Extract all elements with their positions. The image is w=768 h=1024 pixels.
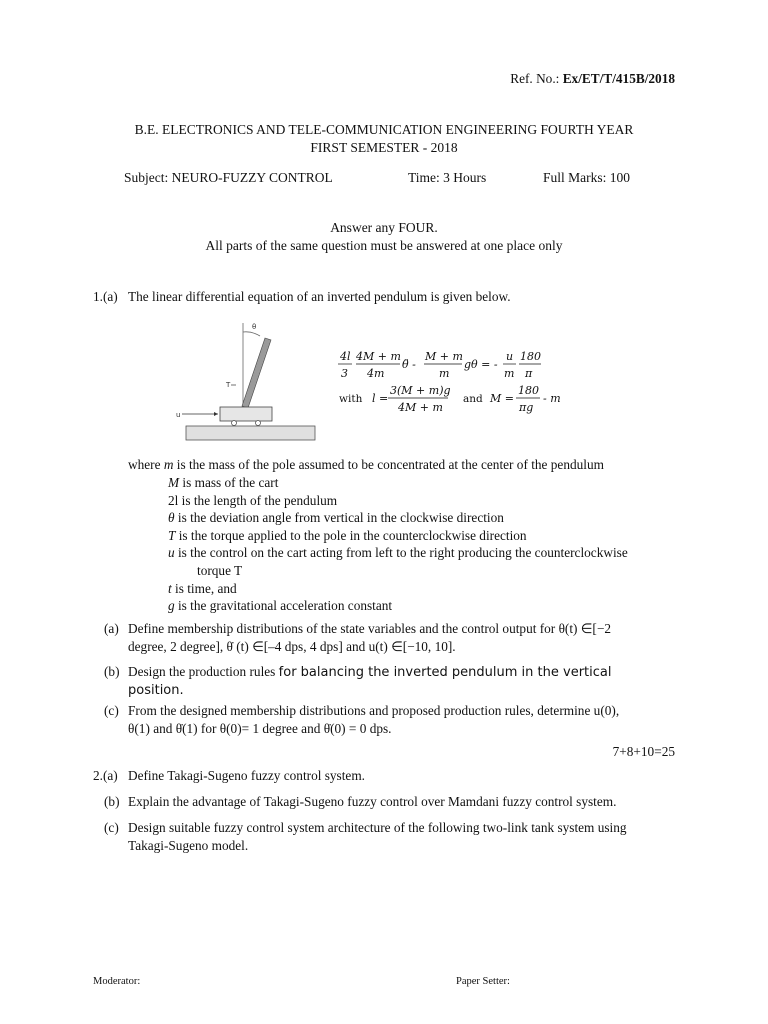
question-2-number: 2.(a) <box>93 768 118 783</box>
svg-text:180: 180 <box>520 350 541 363</box>
question-number: 1.(a) <box>93 289 118 304</box>
question-text: The linear differential equation of an inverted pendulum is given below. <box>128 289 511 304</box>
cart-wheel-left <box>232 421 237 426</box>
svg-text:l =: l = <box>372 392 389 405</box>
question-2-part-b: (b) Explain the advantage of Takagi-Sugeno fuzzy control over Mamdani fuzzy control system. <box>104 793 676 813</box>
part-c-line1: From the designed membership distributions and proposed production rules, determine u(0), <box>128 703 620 718</box>
svg-text:θ̈ -: θ̈ - <box>402 358 416 371</box>
question-1-part-c: (c) From the designed membership distributions and proposed production rules, determine u(0), θ(1) and θ̇(1) for θ(0)= 1 degree and θ̇(0) = 0 dps. <box>104 702 676 742</box>
inverted-pendulum-figure <box>170 318 320 443</box>
q2-part-c-line2: Takagi-Sugeno model. <box>128 837 249 853</box>
question-1-part-a: (a) Define membership distributions of the state variables and the control output for θ(t) ∈[−2 degree, 2 degree], θ̇ (t) ∈[–4 dps, 4 dps] and u(t) ∈[−10, 10]. <box>104 620 676 660</box>
svg-text:πg: πg <box>519 401 534 414</box>
svg-text:m: m <box>504 367 515 380</box>
question-1-marks: 7+8+10=25 <box>612 744 675 759</box>
instructions <box>0 219 768 255</box>
q2-part-b-line1: Explain the advantage of Takagi-Sugeno fuzzy control over Mamdani fuzzy control system. <box>128 794 617 809</box>
question-2-part-c: (c) Design suitable fuzzy control system architecture of the following two-link tank system using Takagi-Sugeno model. <box>104 819 676 859</box>
theta-label: θ <box>252 323 257 331</box>
part-a-line1: Define membership distributions of the state variables and the control output for θ(t) ∈[−2 <box>128 621 611 636</box>
cart <box>220 407 272 421</box>
subject-name: Subject: NEURO-FUZZY CONTROL <box>124 170 333 185</box>
pendulum-equation <box>336 344 576 424</box>
force-arrow-head <box>214 412 218 416</box>
variable-definitions <box>128 456 676 474</box>
definition-2l: 2l is the length of the pendulum <box>168 492 338 508</box>
torque-label: T <box>226 381 231 389</box>
svg-text:180: 180 <box>518 384 539 397</box>
cart-wheel-right <box>256 421 261 426</box>
svg-text:3: 3 <box>341 367 348 380</box>
part-b-line2: position. <box>128 682 184 698</box>
svg-text:m: m <box>439 367 450 380</box>
svg-text:and: and <box>463 393 483 405</box>
part-a-line2: degree, 2 degree], θ̇ (t) ∈[–4 dps, 4 dps] and u(t) ∈[−10, 10]. <box>128 638 456 654</box>
header-line2: FIRST SEMESTER - 2018 <box>310 140 458 155</box>
svg-text:M =: M = <box>490 392 514 405</box>
definition-T: T is the torque applied to the pole in the counterclockwise direction <box>168 527 527 543</box>
paper-setter-label: Paper Setter: <box>456 976 510 987</box>
q2-part-c-line1: Design suitable fuzzy control system architecture of the following two-link tank system using <box>128 820 627 835</box>
svg-text:4m: 4m <box>367 367 385 380</box>
part-b-line1: Design the production rules for balancing the inverted pendulum in the vertical <box>128 664 612 680</box>
ground-track <box>186 426 315 440</box>
full-marks: Full Marks: 100 <box>543 170 631 185</box>
question-2-text: Define Takagi-Sugeno fuzzy control system. <box>128 768 365 783</box>
instruction-line2: All parts of the same question must be answered at one place only <box>205 238 563 253</box>
reference-number <box>510 71 675 87</box>
force-label: u <box>176 411 181 419</box>
angle-arc <box>243 332 260 336</box>
definition-u: u is the control on the cart acting from left to the right producing the counterclockwise <box>168 545 628 561</box>
header-line1: B.E. ELECTRONICS AND TELE-COMMUNICATION ENGINEERING FOURTH YEAR <box>134 122 634 137</box>
definition-t: t is time, and <box>168 580 237 596</box>
moderator-label: Moderator: <box>93 976 141 987</box>
question-1-part-b: (b) Design the production rules for balancing the inverted pendulum in the vertical position. <box>104 663 676 699</box>
svg-text:- m: - m <box>543 392 561 405</box>
svg-text:with: with <box>339 393 363 405</box>
svg-text:gθ = -: gθ = - <box>464 358 498 371</box>
svg-text:M + m: M + m <box>425 350 463 363</box>
svg-text:4l: 4l <box>340 350 351 363</box>
svg-text:π: π <box>525 367 533 380</box>
instruction-line1: Answer any FOUR. <box>330 220 438 235</box>
definition-theta: θ is the deviation angle from vertical in the clockwise direction <box>168 510 504 526</box>
definition-m: where m is the mass of the pole assumed to be concentrated at the center of the pendulum <box>128 457 604 472</box>
exam-header <box>0 121 768 157</box>
definition-u-continued: torque T <box>197 562 243 578</box>
definition-list <box>168 474 676 615</box>
svg-text:3(M + m)g: 3(M + m)g <box>390 384 451 397</box>
part-c-line2: θ(1) and θ̇(1) for θ(0)= 1 degree and θ̇(0) = 0 dps. <box>128 720 392 736</box>
pendulum-pole <box>242 338 271 408</box>
ref-label: Ref. No.: <box>510 71 560 86</box>
svg-text:4M + m: 4M + m <box>398 401 443 414</box>
svg-text:4M + m: 4M + m <box>356 350 401 363</box>
definition-M: M is mass of the cart <box>168 475 279 490</box>
svg-text:u: u <box>506 350 514 363</box>
definition-g: g is the gravitational acceleration constant <box>168 598 393 614</box>
ref-code: Ex/ET/T/415B/2018 <box>562 71 675 86</box>
exam-time: Time: 3 Hours <box>408 170 487 185</box>
